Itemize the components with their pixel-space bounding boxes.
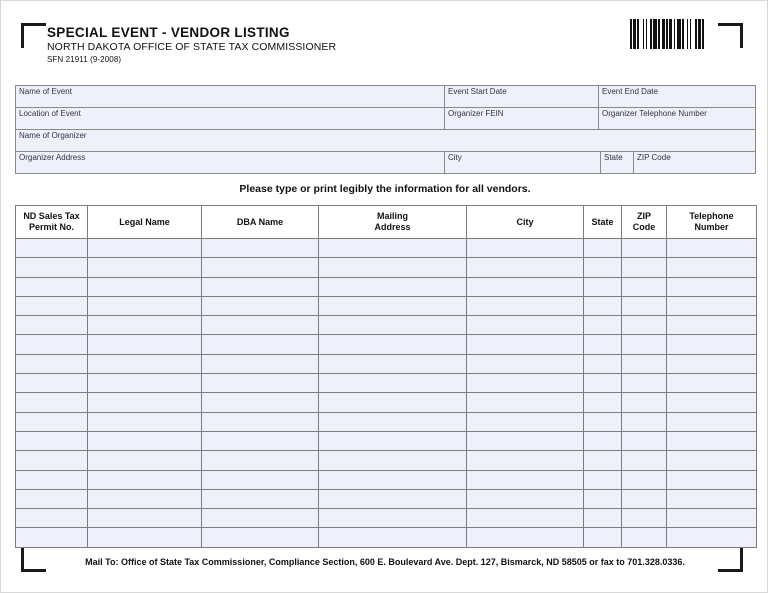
vendor-cell-r9-c1[interactable] xyxy=(88,412,202,431)
vendor-cell-r11-c1[interactable] xyxy=(88,451,202,470)
vendor-column-header-line: DBA Name xyxy=(236,216,284,227)
vendor-cell-r0-c7[interactable] xyxy=(667,239,757,258)
vendor-cell-r2-c5[interactable] xyxy=(584,277,622,296)
mail-to-footer: Mail To: Office of State Tax Commissioner, Compliance Section, 600 E. Boulevard Ave. Dept. 127, Bismarck, ND 58505 or fax to 701.328.0336. xyxy=(85,557,685,567)
vendor-cell-r1-c3[interactable] xyxy=(319,258,467,277)
vendor-column-header-6 xyxy=(622,206,667,239)
vendor-cell-r12-c4[interactable] xyxy=(467,470,584,489)
vendor-cell-r13-c1[interactable] xyxy=(88,489,202,508)
vendor-listing-table xyxy=(15,205,757,548)
vendor-cell-r2-c2[interactable] xyxy=(202,277,319,296)
vendor-cell-r1-c5[interactable] xyxy=(584,258,622,277)
vendor-cell-r11-c5[interactable] xyxy=(584,451,622,470)
table-row xyxy=(16,412,757,431)
vendor-cell-r14-c3[interactable] xyxy=(319,509,467,528)
vendor-cell-r0-c5[interactable] xyxy=(584,239,622,258)
vendor-column-header-2 xyxy=(202,206,319,239)
vendor-cell-r8-c1[interactable] xyxy=(88,393,202,412)
vendor-cell-r1-c0[interactable] xyxy=(16,258,88,277)
vendor-cell-r14-c4[interactable] xyxy=(467,509,584,528)
vendor-cell-r13-c4[interactable] xyxy=(467,489,584,508)
vendor-cell-r11-c6[interactable] xyxy=(622,451,667,470)
table-row xyxy=(16,489,757,508)
vendor-cell-r3-c7[interactable] xyxy=(667,296,757,315)
table-row xyxy=(16,431,757,450)
vendor-cell-r10-c1[interactable] xyxy=(88,431,202,450)
vendor-cell-r9-c3[interactable] xyxy=(319,412,467,431)
vendor-cell-r4-c6[interactable] xyxy=(622,316,667,335)
vendor-cell-r2-c1[interactable] xyxy=(88,277,202,296)
vendor-column-header-line: State xyxy=(591,216,614,227)
vendor-cell-r2-c3[interactable] xyxy=(319,277,467,296)
field-event-start-date[interactable] xyxy=(445,86,599,107)
vendor-cell-r1-c2[interactable] xyxy=(202,258,319,277)
vendor-cell-r9-c2[interactable] xyxy=(202,412,319,431)
vendor-cell-r10-c0[interactable] xyxy=(16,431,88,450)
vendor-column-header-4 xyxy=(467,206,584,239)
vendor-cell-r6-c2[interactable] xyxy=(202,354,319,373)
info-row-1 xyxy=(16,86,755,108)
vendor-cell-r3-c6[interactable] xyxy=(622,296,667,315)
vendor-cell-r6-c6[interactable] xyxy=(622,354,667,373)
vendor-cell-r6-c1[interactable] xyxy=(88,354,202,373)
vendor-column-header-line: City xyxy=(516,216,534,227)
vendor-cell-r4-c7[interactable] xyxy=(667,316,757,335)
vendor-cell-r5-c4[interactable] xyxy=(467,335,584,354)
vendor-cell-r11-c3[interactable] xyxy=(319,451,467,470)
vendor-cell-r3-c3[interactable] xyxy=(319,296,467,315)
field-event-end-date[interactable] xyxy=(599,86,755,107)
label-name-of-event: Name of Event xyxy=(19,87,72,96)
vendor-cell-r10-c5[interactable] xyxy=(584,431,622,450)
vendor-cell-r6-c4[interactable] xyxy=(467,354,584,373)
label-organizer-state: State xyxy=(604,153,623,162)
vendor-cell-r9-c4[interactable] xyxy=(467,412,584,431)
vendor-cell-r2-c4[interactable] xyxy=(467,277,584,296)
vendor-cell-r8-c4[interactable] xyxy=(467,393,584,412)
vendor-column-header-line: ND Sales Tax xyxy=(23,211,80,221)
vendor-cell-r9-c7[interactable] xyxy=(667,412,757,431)
vendor-cell-r14-c6[interactable] xyxy=(622,509,667,528)
vendor-cell-r0-c2[interactable] xyxy=(202,239,319,258)
vendor-cell-r15-c6[interactable] xyxy=(622,528,667,547)
vendor-cell-r2-c7[interactable] xyxy=(667,277,757,296)
vendor-cell-r5-c0[interactable] xyxy=(16,335,88,354)
vendor-cell-r0-c4[interactable] xyxy=(467,239,584,258)
vendor-cell-r14-c2[interactable] xyxy=(202,509,319,528)
vendor-cell-r2-c0[interactable] xyxy=(16,277,88,296)
vendor-cell-r8-c3[interactable] xyxy=(319,393,467,412)
vendor-cell-r15-c4[interactable] xyxy=(467,528,584,547)
vendor-cell-r1-c4[interactable] xyxy=(467,258,584,277)
field-organizer-state[interactable] xyxy=(601,152,634,173)
table-row xyxy=(16,528,757,547)
table-row xyxy=(16,316,757,335)
label-organizer-fein: Organizer FEIN xyxy=(448,109,504,118)
vendor-cell-r11-c4[interactable] xyxy=(467,451,584,470)
vendor-cell-r10-c2[interactable] xyxy=(202,431,319,450)
vendor-cell-r13-c3[interactable] xyxy=(319,489,467,508)
vendor-cell-r8-c7[interactable] xyxy=(667,393,757,412)
vendor-cell-r12-c6[interactable] xyxy=(622,470,667,489)
vendor-cell-r4-c0[interactable] xyxy=(16,316,88,335)
vendor-cell-r7-c2[interactable] xyxy=(202,374,319,393)
vendor-cell-r4-c3[interactable] xyxy=(319,316,467,335)
vendor-column-header-7 xyxy=(667,206,757,239)
vendor-cell-r13-c5[interactable] xyxy=(584,489,622,508)
vendor-cell-r3-c1[interactable] xyxy=(88,296,202,315)
field-name-of-event[interactable] xyxy=(16,86,445,107)
vendor-cell-r5-c6[interactable] xyxy=(622,335,667,354)
field-organizer-city[interactable] xyxy=(445,152,601,173)
form-title: SPECIAL EVENT - VENDOR LISTING xyxy=(47,25,290,40)
label-location-of-event: Location of Event xyxy=(19,109,81,118)
table-row xyxy=(16,393,757,412)
field-organizer-fein[interactable] xyxy=(445,108,599,129)
vendor-cell-r15-c5[interactable] xyxy=(584,528,622,547)
vendor-cell-r13-c7[interactable] xyxy=(667,489,757,508)
vendor-cell-r14-c7[interactable] xyxy=(667,509,757,528)
vendor-column-header-line: Permit No. xyxy=(28,222,74,232)
vendor-cell-r13-c6[interactable] xyxy=(622,489,667,508)
label-organizer-address: Organizer Address xyxy=(19,153,86,162)
label-organizer-city: City xyxy=(448,153,462,162)
vendor-cell-r6-c7[interactable] xyxy=(667,354,757,373)
vendor-cell-r7-c5[interactable] xyxy=(584,374,622,393)
vendor-cell-r2-c6[interactable] xyxy=(622,277,667,296)
label-event-end-date: Event End Date xyxy=(602,87,659,96)
vendor-column-header-line: Address xyxy=(374,222,411,232)
field-location-of-event[interactable] xyxy=(16,108,445,129)
vendor-cell-r12-c3[interactable] xyxy=(319,470,467,489)
vendor-cell-r10-c4[interactable] xyxy=(467,431,584,450)
table-row xyxy=(16,470,757,489)
info-row-4 xyxy=(16,152,755,173)
vendor-cell-r3-c2[interactable] xyxy=(202,296,319,315)
barcode-icon xyxy=(630,19,720,49)
vendor-cell-r15-c7[interactable] xyxy=(667,528,757,547)
field-organizer-telephone[interactable] xyxy=(599,108,755,129)
vendor-cell-r3-c5[interactable] xyxy=(584,296,622,315)
vendor-cell-r3-c4[interactable] xyxy=(467,296,584,315)
table-row xyxy=(16,239,757,258)
vendor-cell-r5-c3[interactable] xyxy=(319,335,467,354)
table-row xyxy=(16,374,757,393)
vendor-cell-r0-c3[interactable] xyxy=(319,239,467,258)
label-organizer-zip: ZIP Code xyxy=(637,153,671,162)
vendor-cell-r4-c4[interactable] xyxy=(467,316,584,335)
vendor-cell-r12-c7[interactable] xyxy=(667,470,757,489)
label-organizer-telephone: Organizer Telephone Number xyxy=(602,109,707,118)
table-row xyxy=(16,258,757,277)
vendor-cell-r6-c0[interactable] xyxy=(16,354,88,373)
title-block xyxy=(47,25,336,66)
vendor-column-header-line: Mailing xyxy=(377,211,408,221)
table-row xyxy=(16,354,757,373)
vendor-cell-r15-c0[interactable] xyxy=(16,528,88,547)
vendor-cell-r14-c1[interactable] xyxy=(88,509,202,528)
vendor-cell-r5-c7[interactable] xyxy=(667,335,757,354)
vendor-column-header-1 xyxy=(88,206,202,239)
vendor-cell-r0-c6[interactable] xyxy=(622,239,667,258)
vendor-cell-r12-c1[interactable] xyxy=(88,470,202,489)
vendor-cell-r11-c7[interactable] xyxy=(667,451,757,470)
vendor-cell-r9-c6[interactable] xyxy=(622,412,667,431)
vendor-column-header-line: Number xyxy=(694,222,729,232)
vendor-column-header-line: Telephone xyxy=(689,211,734,221)
vendor-cell-r8-c5[interactable] xyxy=(584,393,622,412)
vendor-column-header-3 xyxy=(319,206,467,239)
table-row xyxy=(16,335,757,354)
table-row xyxy=(16,296,757,315)
event-info-grid xyxy=(15,85,756,174)
info-row-3 xyxy=(16,130,755,152)
vendor-cell-r9-c5[interactable] xyxy=(584,412,622,431)
vendor-cell-r10-c7[interactable] xyxy=(667,431,757,450)
vendor-cell-r15-c1[interactable] xyxy=(88,528,202,547)
corner-mark-top-right-icon xyxy=(718,23,743,48)
vendor-column-header-0 xyxy=(16,206,88,239)
vendor-cell-r11-c0[interactable] xyxy=(16,451,88,470)
vendor-cell-r14-c5[interactable] xyxy=(584,509,622,528)
vendor-cell-r8-c2[interactable] xyxy=(202,393,319,412)
vendor-cell-r7-c6[interactable] xyxy=(622,374,667,393)
vendor-column-header-line: Code xyxy=(632,222,656,232)
vendor-column-header-5 xyxy=(584,206,622,239)
label-event-start-date: Event Start Date xyxy=(448,87,507,96)
vendor-cell-r6-c3[interactable] xyxy=(319,354,467,373)
vendor-cell-r5-c1[interactable] xyxy=(88,335,202,354)
info-row-2 xyxy=(16,108,755,130)
table-row xyxy=(16,277,757,296)
vendor-cell-r1-c1[interactable] xyxy=(88,258,202,277)
form-number: SFN 21911 (9-2008) xyxy=(47,55,122,64)
vendor-cell-r5-c2[interactable] xyxy=(202,335,319,354)
vendor-cell-r5-c5[interactable] xyxy=(584,335,622,354)
vendor-cell-r4-c1[interactable] xyxy=(88,316,202,335)
vendor-cell-r13-c0[interactable] xyxy=(16,489,88,508)
instruction-text: Please type or print legibly the information for all vendors. xyxy=(239,183,531,195)
table-row xyxy=(16,451,757,470)
vendor-cell-r12-c5[interactable] xyxy=(584,470,622,489)
vendor-cell-r14-c0[interactable] xyxy=(16,509,88,528)
vendor-cell-r7-c4[interactable] xyxy=(467,374,584,393)
vendor-cell-r12-c0[interactable] xyxy=(16,470,88,489)
table-row xyxy=(16,509,757,528)
vendor-cell-r0-c1[interactable] xyxy=(88,239,202,258)
vendor-cell-r15-c3[interactable] xyxy=(319,528,467,547)
field-organizer-address[interactable] xyxy=(16,152,445,173)
vendor-cell-r8-c6[interactable] xyxy=(622,393,667,412)
vendor-cell-r10-c3[interactable] xyxy=(319,431,467,450)
vendor-cell-r15-c2[interactable] xyxy=(202,528,319,547)
vendor-cell-r0-c0[interactable] xyxy=(16,239,88,258)
vendor-cell-r10-c6[interactable] xyxy=(622,431,667,450)
vendor-cell-r7-c3[interactable] xyxy=(319,374,467,393)
vendor-cell-r4-c5[interactable] xyxy=(584,316,622,335)
form-agency: NORTH DAKOTA OFFICE OF STATE TAX COMMISSIONER xyxy=(47,41,337,53)
vendor-table-header-row xyxy=(16,206,757,239)
vendor-cell-r7-c0[interactable] xyxy=(16,374,88,393)
vendor-cell-r4-c2[interactable] xyxy=(202,316,319,335)
vendor-cell-r13-c2[interactable] xyxy=(202,489,319,508)
corner-mark-top-left-icon xyxy=(21,23,46,48)
vendor-cell-r7-c1[interactable] xyxy=(88,374,202,393)
field-name-of-organizer[interactable] xyxy=(16,130,755,151)
vendor-cell-r7-c7[interactable] xyxy=(667,374,757,393)
vendor-cell-r6-c5[interactable] xyxy=(584,354,622,373)
label-name-of-organizer: Name of Organizer xyxy=(19,131,87,140)
vendor-cell-r1-c6[interactable] xyxy=(622,258,667,277)
vendor-column-header-line: ZIP xyxy=(636,211,651,221)
field-organizer-zip[interactable] xyxy=(634,152,755,173)
vendor-cell-r11-c2[interactable] xyxy=(202,451,319,470)
vendor-cell-r3-c0[interactable] xyxy=(16,296,88,315)
vendor-cell-r12-c2[interactable] xyxy=(202,470,319,489)
vendor-cell-r8-c0[interactable] xyxy=(16,393,88,412)
vendor-column-header-line: Legal Name xyxy=(119,216,170,227)
vendor-cell-r9-c0[interactable] xyxy=(16,412,88,431)
vendor-cell-r1-c7[interactable] xyxy=(667,258,757,277)
vendor-table-body xyxy=(16,239,757,548)
